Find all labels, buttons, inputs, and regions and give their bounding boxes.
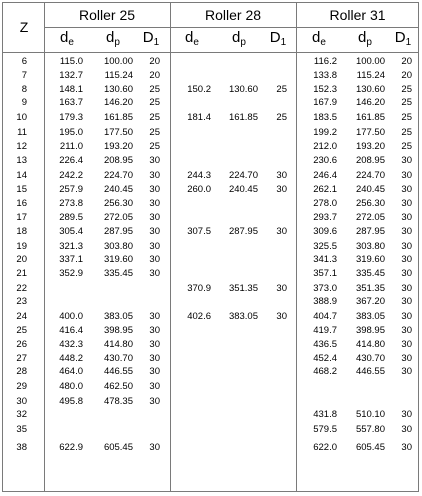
dp-cell: 335.45 xyxy=(355,268,385,279)
tooth-count-cell: 26 xyxy=(16,339,27,350)
dp-cell: 193.20 xyxy=(355,141,385,152)
table-row xyxy=(3,352,418,366)
de-cell: 262.1 xyxy=(313,184,337,195)
d1-cell: 30 xyxy=(149,339,160,350)
de-cell: 431.8 xyxy=(313,409,337,420)
tooth-count-cell: 14 xyxy=(16,170,27,181)
de-cell: 116.2 xyxy=(313,56,337,67)
de-cell: 373.0 xyxy=(313,283,337,294)
dp-cell: 446.55 xyxy=(103,366,133,377)
de-cell: 260.0 xyxy=(187,184,211,195)
d1-cell: 30 xyxy=(149,311,160,322)
dp-cell: 605.45 xyxy=(355,442,385,453)
dp-cell: 256.30 xyxy=(103,198,133,209)
de-cell: 388.9 xyxy=(313,296,337,307)
table-row xyxy=(3,55,418,69)
dp-cell: 208.95 xyxy=(355,155,385,166)
d1-cell: 30 xyxy=(149,155,160,166)
tooth-count-cell: 24 xyxy=(16,311,27,322)
tooth-count-cell: 30 xyxy=(16,396,27,407)
dp-cell: 462.50 xyxy=(103,381,133,392)
column-header-dp-r31: $d_p$ xyxy=(358,29,372,48)
d1-cell: 30 xyxy=(401,311,412,322)
dp-cell: 351.35 xyxy=(355,283,385,294)
de-cell: 289.5 xyxy=(59,212,83,223)
d1-cell: 30 xyxy=(401,170,412,181)
table-row xyxy=(3,441,418,455)
d1-cell: 30 xyxy=(401,353,412,364)
de-cell: 246.4 xyxy=(313,170,337,181)
dp-cell: 100.00 xyxy=(103,56,133,67)
d1-cell: 30 xyxy=(149,184,160,195)
tooth-count-cell: 15 xyxy=(16,184,27,195)
dp-cell: 177.50 xyxy=(355,127,385,138)
de-cell: 242.2 xyxy=(59,170,83,181)
de-cell: 183.5 xyxy=(313,112,337,123)
table-row xyxy=(3,380,418,394)
de-cell: 436.5 xyxy=(313,339,337,350)
tooth-count-cell: 6 xyxy=(21,56,27,67)
d1-cell: 30 xyxy=(149,325,160,336)
tooth-count-cell: 35 xyxy=(16,424,27,435)
d1-cell: 25 xyxy=(149,141,160,152)
d1-cell: 30 xyxy=(401,409,412,420)
d1-cell: 30 xyxy=(149,241,160,252)
table-row xyxy=(3,282,418,296)
d1-cell: 30 xyxy=(401,184,412,195)
tooth-count-cell: 38 xyxy=(16,442,27,453)
d1-cell: 30 xyxy=(149,198,160,209)
de-cell: 230.6 xyxy=(313,155,337,166)
d1-cell: 30 xyxy=(401,442,412,453)
dp-cell: 398.95 xyxy=(103,325,133,336)
dp-cell: 605.45 xyxy=(103,442,133,453)
z-header: Z xyxy=(19,19,29,35)
tooth-count-cell: 8 xyxy=(21,84,27,95)
dp-cell: 383.05 xyxy=(103,311,133,322)
d1-cell: 20 xyxy=(149,56,160,67)
de-cell: 115.0 xyxy=(59,56,83,67)
tooth-count-cell: 9 xyxy=(21,97,27,108)
dp-cell: 319.60 xyxy=(355,254,385,265)
de-cell: 212.0 xyxy=(313,141,337,152)
d1-cell: 20 xyxy=(149,70,160,81)
tooth-count-cell: 10 xyxy=(16,112,27,123)
de-cell: 278.0 xyxy=(313,198,337,209)
de-cell: 337.1 xyxy=(59,254,83,265)
de-cell: 352.9 xyxy=(59,268,83,279)
d1-cell: 30 xyxy=(401,296,412,307)
dp-cell: 414.80 xyxy=(103,339,133,350)
d1-cell: 20 xyxy=(401,70,412,81)
dp-cell: 446.55 xyxy=(355,366,385,377)
dp-cell: 130.60 xyxy=(228,84,258,95)
tooth-count-cell: 29 xyxy=(16,381,27,392)
d1-cell: 30 xyxy=(401,241,412,252)
de-cell: 325.5 xyxy=(313,241,337,252)
d1-cell: 30 xyxy=(149,396,160,407)
d1-cell: 25 xyxy=(149,84,160,95)
dp-cell: 130.60 xyxy=(103,84,133,95)
de-cell: 400.0 xyxy=(59,311,83,322)
de-cell: 273.8 xyxy=(59,198,83,209)
dp-cell: 287.95 xyxy=(228,226,258,237)
d1-cell: 30 xyxy=(149,381,160,392)
tooth-count-cell: 19 xyxy=(16,241,27,252)
dp-cell: 510.10 xyxy=(355,409,385,420)
column-header-d1-r25: $D_1$ xyxy=(142,29,160,48)
d1-cell: 30 xyxy=(149,212,160,223)
dp-cell: 367.20 xyxy=(355,296,385,307)
de-cell: 305.4 xyxy=(59,226,83,237)
d1-cell: 30 xyxy=(401,226,412,237)
de-cell: 321.3 xyxy=(59,241,83,252)
table-row xyxy=(3,423,418,437)
de-cell: 244.3 xyxy=(187,170,211,181)
table-row xyxy=(3,69,418,83)
dp-cell: 161.85 xyxy=(228,112,258,123)
d1-cell: 30 xyxy=(276,226,287,237)
de-cell: 199.2 xyxy=(313,127,337,138)
de-cell: 152.3 xyxy=(313,84,337,95)
dp-cell: 224.70 xyxy=(355,170,385,181)
d1-cell: 30 xyxy=(149,226,160,237)
table-row xyxy=(3,240,418,254)
d1-cell: 30 xyxy=(401,268,412,279)
d1-cell: 25 xyxy=(401,141,412,152)
d1-cell: 30 xyxy=(149,268,160,279)
table-row xyxy=(3,96,418,110)
d1-cell: 30 xyxy=(276,170,287,181)
dp-cell: 287.95 xyxy=(355,226,385,237)
dp-cell: 383.05 xyxy=(228,311,258,322)
de-cell: 167.9 xyxy=(313,97,337,108)
tooth-count-cell: 18 xyxy=(16,226,27,237)
d1-cell: 30 xyxy=(149,366,160,377)
group-header-rule xyxy=(44,27,418,28)
dp-cell: 224.70 xyxy=(228,170,258,181)
d1-cell: 30 xyxy=(401,155,412,166)
dp-cell: 161.85 xyxy=(103,112,133,123)
d1-cell: 20 xyxy=(401,56,412,67)
dp-cell: 193.20 xyxy=(103,141,133,152)
dp-cell: 240.45 xyxy=(228,184,258,195)
dp-cell: 256.30 xyxy=(355,198,385,209)
de-cell: 309.6 xyxy=(313,226,337,237)
d1-cell: 30 xyxy=(276,311,287,322)
dp-cell: 319.60 xyxy=(103,254,133,265)
tooth-count-cell: 17 xyxy=(16,212,27,223)
dp-cell: 272.05 xyxy=(355,212,385,223)
dp-cell: 414.80 xyxy=(355,339,385,350)
group-header-roller25: Roller 25 xyxy=(78,7,136,23)
de-cell: 419.7 xyxy=(313,325,337,336)
header-rule xyxy=(3,52,418,53)
dp-cell: 430.70 xyxy=(355,353,385,364)
tooth-count-cell: 11 xyxy=(17,127,27,138)
dp-cell: 430.70 xyxy=(103,353,133,364)
de-cell: 464.0 xyxy=(59,366,83,377)
dp-cell: 272.05 xyxy=(103,212,133,223)
table-row xyxy=(3,225,418,239)
column-header-de-r25: $d_e$ xyxy=(60,29,74,48)
group-header-roller28: Roller 28 xyxy=(204,7,262,23)
tooth-count-cell: 12 xyxy=(16,141,27,152)
column-header-dp-r25: $d_p$ xyxy=(106,29,120,48)
dp-cell: 161.85 xyxy=(355,112,385,123)
de-cell: 402.6 xyxy=(187,311,211,322)
de-cell: 133.8 xyxy=(313,70,337,81)
tooth-count-cell: 7 xyxy=(21,70,27,81)
d1-cell: 25 xyxy=(401,97,412,108)
d1-cell: 30 xyxy=(401,212,412,223)
dp-cell: 240.45 xyxy=(355,184,385,195)
table-row xyxy=(3,169,418,183)
de-cell: 495.8 xyxy=(59,396,83,407)
table-row xyxy=(3,324,418,338)
table-row xyxy=(3,197,418,211)
tooth-count-cell: 28 xyxy=(16,366,27,377)
tooth-count-cell: 32 xyxy=(16,409,27,420)
dp-cell: 100.00 xyxy=(355,56,385,67)
de-cell: 163.7 xyxy=(59,97,83,108)
de-cell: 148.1 xyxy=(59,84,83,95)
d1-cell: 30 xyxy=(401,325,412,336)
d1-cell: 30 xyxy=(276,184,287,195)
d1-cell: 25 xyxy=(401,127,412,138)
tooth-count-cell: 25 xyxy=(16,325,27,336)
dp-cell: 287.95 xyxy=(103,226,133,237)
d1-cell: 25 xyxy=(276,84,287,95)
tooth-count-cell: 27 xyxy=(16,353,27,364)
de-cell: 357.1 xyxy=(313,268,337,279)
de-cell: 226.4 xyxy=(59,155,83,166)
table-row xyxy=(3,154,418,168)
column-header-de-r31: $d_e$ xyxy=(312,29,326,48)
de-cell: 293.7 xyxy=(313,212,337,223)
dp-cell: 115.24 xyxy=(104,70,133,81)
d1-cell: 30 xyxy=(401,254,412,265)
de-cell: 404.7 xyxy=(313,311,337,322)
de-cell: 452.4 xyxy=(313,353,337,364)
dp-cell: 146.20 xyxy=(355,97,385,108)
de-cell: 480.0 xyxy=(59,381,83,392)
d1-cell: 25 xyxy=(401,112,412,123)
d1-cell: 25 xyxy=(149,112,160,123)
table-row xyxy=(3,183,418,197)
de-cell: 150.2 xyxy=(187,84,211,95)
de-cell: 179.3 xyxy=(59,112,83,123)
de-cell: 307.5 xyxy=(187,226,211,237)
dp-cell: 557.80 xyxy=(355,424,385,435)
table-row xyxy=(3,338,418,352)
de-cell: 132.7 xyxy=(59,70,83,81)
roller-sprocket-table xyxy=(2,2,419,492)
d1-cell: 30 xyxy=(401,366,412,377)
column-header-d1-r31: $D_1$ xyxy=(394,29,412,48)
d1-cell: 25 xyxy=(401,84,412,95)
tooth-count-cell: 21 xyxy=(16,268,27,279)
tooth-count-cell: 13 xyxy=(16,155,27,166)
group-header-roller31: Roller 31 xyxy=(329,7,386,23)
dp-cell: 303.80 xyxy=(355,241,385,252)
dp-cell: 224.70 xyxy=(103,170,133,181)
dp-cell: 130.60 xyxy=(355,84,385,95)
table-row xyxy=(3,365,418,379)
d1-cell: 30 xyxy=(149,442,160,453)
d1-cell: 30 xyxy=(276,283,287,294)
dp-cell: 351.35 xyxy=(228,283,258,294)
de-cell: 370.9 xyxy=(187,283,211,294)
column-header-dp-r28: $d_p$ xyxy=(232,29,246,48)
de-cell: 257.9 xyxy=(59,184,83,195)
de-cell: 622.0 xyxy=(313,442,337,453)
tooth-count-cell: 16 xyxy=(16,198,27,209)
d1-cell: 30 xyxy=(401,283,412,294)
d1-cell: 25 xyxy=(276,112,287,123)
tooth-count-cell: 23 xyxy=(16,296,27,307)
de-cell: 416.4 xyxy=(59,325,83,336)
de-cell: 448.2 xyxy=(59,353,83,364)
de-cell: 341.3 xyxy=(313,254,337,265)
de-cell: 579.5 xyxy=(313,424,337,435)
d1-cell: 30 xyxy=(401,424,412,435)
dp-cell: 146.20 xyxy=(103,97,133,108)
table-row xyxy=(3,395,418,409)
table-row xyxy=(3,126,418,140)
de-cell: 622.9 xyxy=(59,442,83,453)
table-row xyxy=(3,111,418,125)
d1-cell: 30 xyxy=(401,339,412,350)
d1-cell: 25 xyxy=(149,127,160,138)
table-row xyxy=(3,140,418,154)
de-cell: 432.3 xyxy=(59,339,83,350)
column-header-de-r28: $d_e$ xyxy=(185,29,199,48)
dp-cell: 335.45 xyxy=(103,268,133,279)
table-row xyxy=(3,267,418,281)
de-cell: 211.0 xyxy=(59,141,83,152)
table-row xyxy=(3,310,418,324)
dp-cell: 208.95 xyxy=(103,155,133,166)
table-row xyxy=(3,253,418,267)
de-cell: 181.4 xyxy=(187,112,211,123)
column-header-d1-r28: $D_1$ xyxy=(269,29,287,48)
dp-cell: 383.05 xyxy=(355,311,385,322)
dp-cell: 115.24 xyxy=(356,70,385,81)
tooth-count-cell: 22 xyxy=(16,283,27,294)
de-cell: 195.0 xyxy=(59,127,83,138)
table-row xyxy=(3,211,418,225)
d1-cell: 30 xyxy=(401,198,412,209)
d1-cell: 30 xyxy=(149,170,160,181)
table-row xyxy=(3,408,418,422)
d1-cell: 25 xyxy=(149,97,160,108)
tooth-count-cell: 20 xyxy=(16,254,27,265)
table-row xyxy=(3,83,418,97)
dp-cell: 240.45 xyxy=(103,184,133,195)
table-row xyxy=(3,295,418,309)
dp-cell: 177.50 xyxy=(103,127,133,138)
dp-cell: 398.95 xyxy=(355,325,385,336)
dp-cell: 303.80 xyxy=(103,241,133,252)
d1-cell: 30 xyxy=(149,254,160,265)
d1-cell: 30 xyxy=(149,353,160,364)
de-cell: 468.2 xyxy=(313,366,337,377)
dp-cell: 478.35 xyxy=(103,396,133,407)
